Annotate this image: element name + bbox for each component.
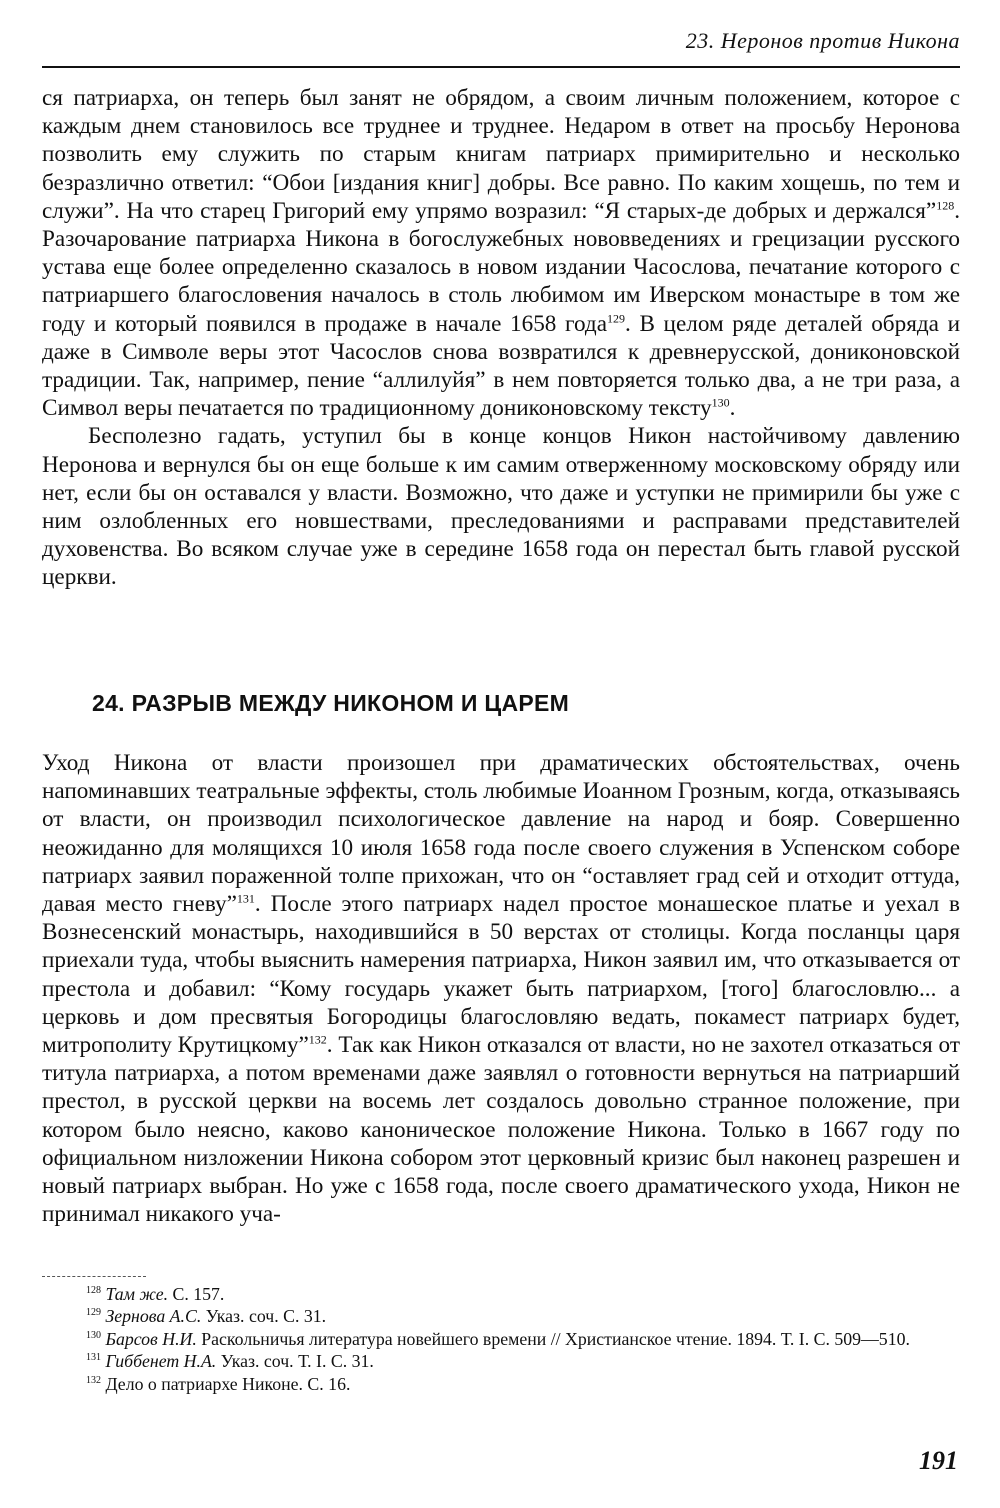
- footnotes: [42, 1283, 960, 1395]
- footnote-ref-128[interactable]: 128: [936, 198, 955, 213]
- footnote-ref-129[interactable]: 129: [607, 310, 625, 325]
- page-number: 191: [919, 1446, 958, 1475]
- footnote-129: $^{129}$ Зернова А.С. Указ. соч. С. 31.: [86, 1306, 327, 1327]
- footnote-separator: [42, 1276, 146, 1277]
- paragraph-1: ся патриарха, он теперь был занят не обрядом, а своим личным положением, которое с каждым днем становилось все труднее и труднее. Недаром в ответ на просьбу Неронова позволить ему служить по старым книгам патриарх примирительно и несколько безразлично ответил: “Обои [издания книг] добры. Все равно. По каким хощешь, по тем и служи”. На что старец Григорий ему упрямо возразил: “Я старых-де добрых и держался”$^{128}$. Разочарование патриарха Никона в богослужебных нововведениях и грецизации русского устава еще более определенно сказалось в новом издании Часослова, печатание которого с патриаршего благословения началось в столь любимом им Иверском монастыре в том же году и который появился в продаже в начале 1658 года$^{129}$. В целом ряде деталей обряда и даже в Символе веры этот Часослов снова возвратился к древнерусской, дониконовской традиции. Так, например, пение “аллилуйя” в нем повторяется только два, а не три раза, а Символ веры печатается по традиционному дониконовскому тексту$^{130}$.: [42, 85, 960, 422]
- footnote-130: $^{130}$ Барсов Н.И. Раскольничья литература новейшего времени // Христианское чтение. 1894. Т. I. С. 509—510.: [86, 1328, 910, 1349]
- footnote-ref-130[interactable]: 130: [711, 395, 730, 410]
- footnote-131: $^{131}$ Гиббенет Н.А. Указ. соч. Т. I. С. 31.: [86, 1351, 374, 1372]
- footnote-128: $^{128}$ Там же. С. 157.: [86, 1284, 225, 1304]
- footnote-ref-131[interactable]: 131: [236, 891, 255, 906]
- text-block-bottom: [42, 749, 960, 1228]
- footnote-ref-132[interactable]: 132: [308, 1032, 327, 1047]
- running-head: 23. Неронов против Никона: [685, 28, 960, 53]
- paragraph-3: Уход Никона от власти произошел при драматических обстоятельствах, очень напоминавших театральные эффекты, столь любимые Иоанном Грозным, когда, отказываясь от власти, он производил психологическое давление на народ и бояр. Совершенно неожиданно для молящихся 10 июля 1658 года после своего служения в Успенском соборе патриарх заявил пораженной толпе прихожан, что он “оставляет град сей и отходит оттуда, давая место гневу”$^{131}$. После этого патриарх надел простое монашеское платье и уехал в Вознесенский монастырь, находившийся в 50 верстах от столицы. Когда посланцы царя приехали туда, чтобы выяснить намерения патриарха, Никон заявил им, что отказывается от престола и добавил: “Кому государь укажет быть патриархом, [того] благословлю... а церковь и дом пресвятыя Богородицы благословляю ведать, покамест патриарх будет, митрополиту Крутицкому”$^{132}$. Так как Никон отказался от власти, но не захотел отказаться от титула патриарха, а потом временами даже заявлял о готовности вернуться на патриарший престол, в русской церкви на восемь лет создалось довольно странное положение, при котором было неясно, каково каноническое положение Никона. Только в 1667 году по официальном низложении Никона собором этот церковный кризис был наконец разрешен и новый патриарх выбран. Но уже с 1658 года, после своего драматического ухода, Никон не принимал никакого уча-: [42, 750, 960, 1228]
- footnote-132: $^{132}$ Дело о патриархе Никоне. С. 16.: [86, 1373, 351, 1394]
- section-heading: 24. РАЗРЫВ МЕЖДУ НИКОНОМ И ЦАРЕМ: [92, 690, 570, 716]
- header-rule: [42, 66, 960, 68]
- text-block-top: [42, 84, 960, 592]
- paragraph-2: Бесполезно гадать, уступил бы в конце концов Никон настойчивому давлению Неронова и вернулся бы он еще больше к им самим отверженному московскому обряду или нет, если бы он оставался у власти. Возможно, что даже и уступки не примирили бы уже с ним озлобленных его новшествами, преследованиями и расправами представителей духовенства. Во всяком случае уже в середине 1658 года он перестал быть главой русской церкви.: [42, 423, 960, 591]
